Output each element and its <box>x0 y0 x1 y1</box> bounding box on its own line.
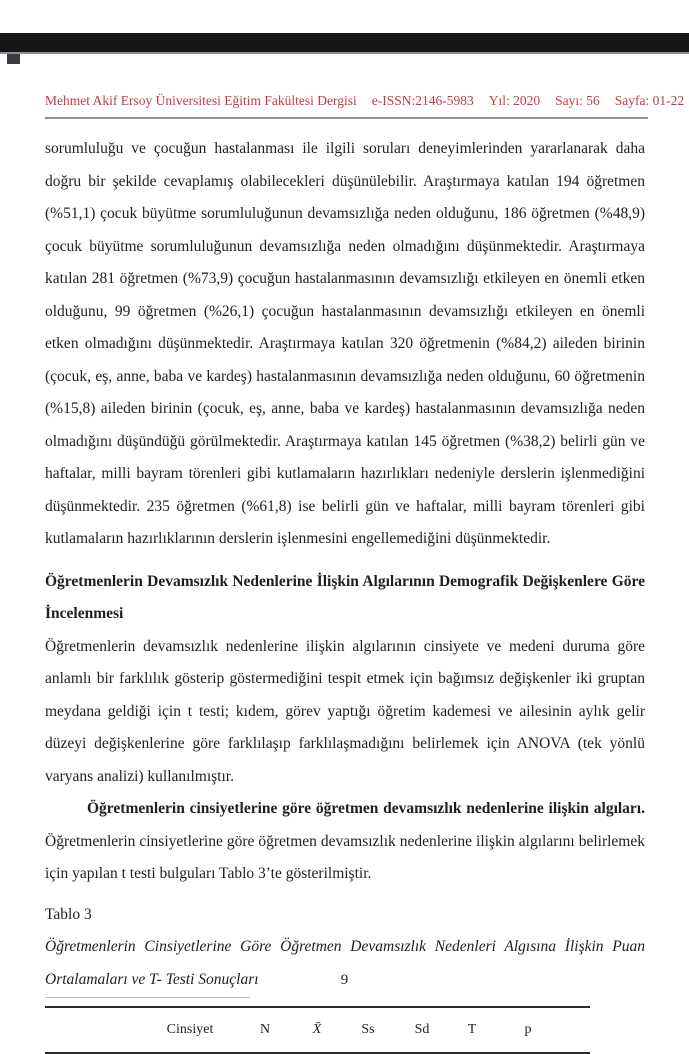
table-label: Tablo 3 <box>45 905 92 923</box>
results-table <box>45 1006 590 1054</box>
subsection-heading: Öğretmenlerin cinsiyetlerine göre öğretmen devamsızlık nedenlerine ilişkin algıları. <box>87 800 645 817</box>
page-number: 9 <box>340 972 349 988</box>
top-black-bar <box>0 33 689 54</box>
journal-issue: Sayı: 56 <box>555 93 600 108</box>
table-header-cinsiyet: Cinsiyet <box>166 1022 214 1037</box>
scan-artifact-mark <box>7 54 20 64</box>
journal-header <box>45 93 685 109</box>
table-caption: Öğretmenlerin Cinsiyetlerine Göre Öğretmen Devamsızlık Nedenleri Algısına İlişkin Puan Ortalamaları ve T- Testi Sonuçları <box>45 938 645 988</box>
journal-issn: e-ISSN:2146-5983 <box>371 93 474 108</box>
journal-pages: Sayfa: 01-22 <box>614 93 685 108</box>
section-heading: Öğretmenlerin Devamsızlık Nedenlerine İlişkin Algılarının Demografik Değişkenlere Göre İncelenmesi <box>45 572 645 622</box>
body-paragraph: Öğretmenlerin devamsızlık nedenlerine ilişkin algılarının cinsiyete ve medeni duruma göre anlamlı bir farklılık gösterip göstermediğini tespit etmek için bağımsız değişkenler iki gruptan meydana geldiği için t testi; kıdem, görev yaptığı öğretim kademesi ve ailesinin aylık gelir düzeyi değişkenlerine göre farklılaşıp farklılaşmadığını belirlemek için ANOVA (tek yönlü varyans analizi) kullanılmıştır. <box>45 637 645 785</box>
header-divider-line <box>45 117 648 119</box>
table-header-n: N <box>259 1022 271 1037</box>
table-header-ss: Ss <box>361 1022 375 1037</box>
article-body <box>45 133 645 1054</box>
journal-year: Yıl: 2020 <box>488 93 541 108</box>
table-header-sd: Sd <box>414 1022 430 1037</box>
table-header-mean: X̄ <box>312 1022 322 1037</box>
table-header-t: T <box>467 1022 477 1037</box>
journal-title: Mehmet Akif Ersoy Üniversitesi Eğitim Fakültesi Dergisi <box>45 93 357 108</box>
table-header-p: p <box>524 1022 532 1037</box>
scan-artifact-line <box>45 997 250 998</box>
body-text: Öğretmenlerin cinsiyetlerine göre öğretmen devamsızlık nedenlerine ilişkin algılarını belirlemek için yapılan t testi bulguları Tablo 3’te gösterilmiştir. <box>45 832 645 882</box>
body-paragraph: sorumluluğu ve çocuğun hastalanması ile ilgili soruları deneyimlerinden yararlanarak daha doğru bir şekilde cevaplamış olabilecekleri düşünülebilir. Araştırmaya katılan 194 öğretmen (%51,1) çocuk büyütme sorumluluğunun devamsızlığa neden olduğunu, 186 öğretmen (%48,9) çocuk büyütme sorumluluğunun devamsızlığa neden olmadığını düşünmektedir. Araştırmaya katılan 281 öğretmen (%73,9) çocuğun hastalanmasının devamsızlığı etkileyen en önemli etken olduğunu, 99 öğretmen (%26,1) çocuğun hastalanmasının devamsızlığı etkileyen en önemli etken olmadığını düşünmektedir. Araştırmaya katılan 320 öğretmenin (%84,2) aileden birinin (çocuk, eş, anne, baba ve kardeş) hastalanmasının devamsızlığa neden olduğunu, 60 öğretmenin (%15,8) aileden birinin (çocuk, eş, anne, baba ve kardeş) hastalanmasının devamsızlığa neden olmadığını düşündüğü görülmektedir. Araştırmaya katılan 145 öğretmen (%38,2) belirli gün ve haftalar, milli bayram törenleri gibi kutlamaların hazırlıkları nedeniyle derslerin işlenmediğini düşünmektedir. 235 öğretmen (%61,8) ise belirli gün ve haftalar, milli bayram törenleri gibi kutlamaların hazırlıklarının derslerin işlenmesini engellemediğini düşünmektedir. <box>45 140 645 547</box>
body-paragraph <box>45 793 645 891</box>
